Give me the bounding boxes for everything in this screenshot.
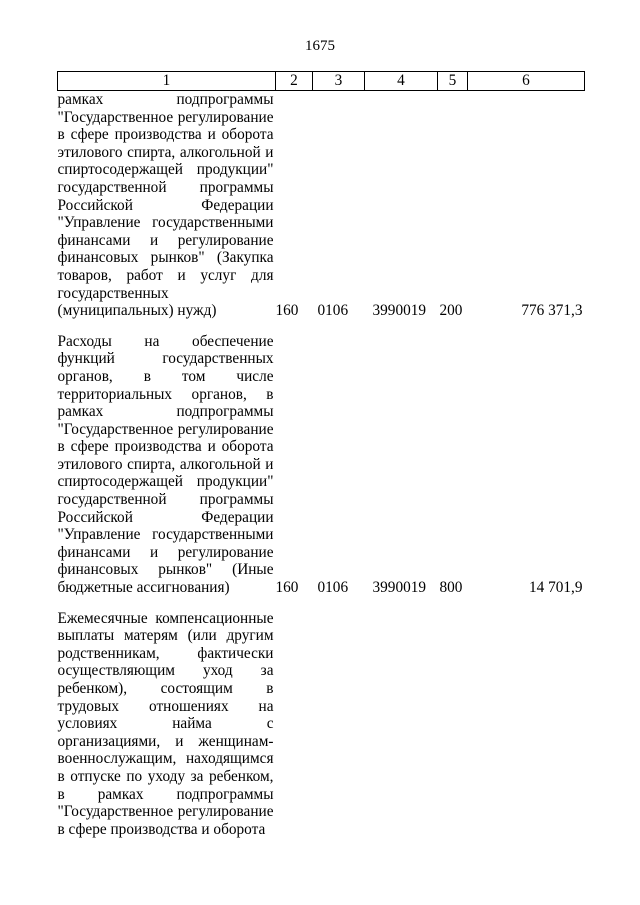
table-body: [58, 91, 585, 839]
row-description: Ежемесячные компенсационные выплаты матерям (или другим родственникам, фактически осуществляющим уход за ребенком), состоящим в трудовых отношениях на условиях найма с организациями, и женщинам-военнослужащим, находящимся в отпуске по уходу за ребенком, в рамках подпрограммы "Государственное регулирование в сфере производства и оборота: [57, 609, 274, 838]
table-header: [58, 72, 585, 91]
section-code: 0106: [317, 302, 349, 320]
column-header: 6: [468, 72, 585, 91]
column-header: 5: [438, 72, 468, 91]
page-number: 1675: [305, 38, 335, 54]
section-code: 0106: [317, 579, 349, 597]
expense-type-code: 200: [439, 302, 463, 320]
row-description: рамках подпрограммы "Государственное регулирование в сфере производства и оборота этилового спирта, алкогольной и спиртосодержащей продукции" государственной программы Российской Федерации "Управление государственными финансами и регулирование финансовых рынков" (Закупка товаров, работ и услуг для государственных (муниципальных) нужд): [57, 91, 274, 320]
table-row: [58, 91, 585, 333]
column-header: 3: [313, 72, 365, 91]
section-code: [313, 610, 365, 839]
expense-type-code: 800: [439, 579, 463, 597]
amount-value: 776 371,3: [521, 302, 583, 320]
column-header: 1: [58, 72, 276, 91]
table-row: [58, 610, 585, 839]
column-header: 2: [276, 72, 313, 91]
target-article-code: 3990019: [372, 302, 427, 320]
expense-type-code: [438, 610, 468, 839]
ministry-code: 160: [275, 579, 299, 597]
table-row: [58, 333, 585, 610]
ministry-code: [276, 610, 313, 839]
target-article-code: 3990019: [372, 579, 427, 597]
column-header: 4: [365, 72, 438, 91]
ministry-code: 160: [275, 302, 299, 320]
row-description: Расходы на обеспечение функций государственных органов, в том числе территориальных органов, в рамках подпрограммы "Государственное регулирование в сфере производства и оборота этилового спирта, алкогольной и спиртосодержащей продукции" государственной программы Российской Федерации "Управление государственными финансами и регулирование финансовых рынков" (Иные бюджетные ассигнования): [57, 332, 274, 597]
budget-table: [57, 71, 585, 838]
target-article-code: [365, 610, 438, 839]
amount-value: [468, 610, 585, 839]
header-row: [58, 72, 585, 91]
amount-value: 14 701,9: [528, 579, 583, 597]
